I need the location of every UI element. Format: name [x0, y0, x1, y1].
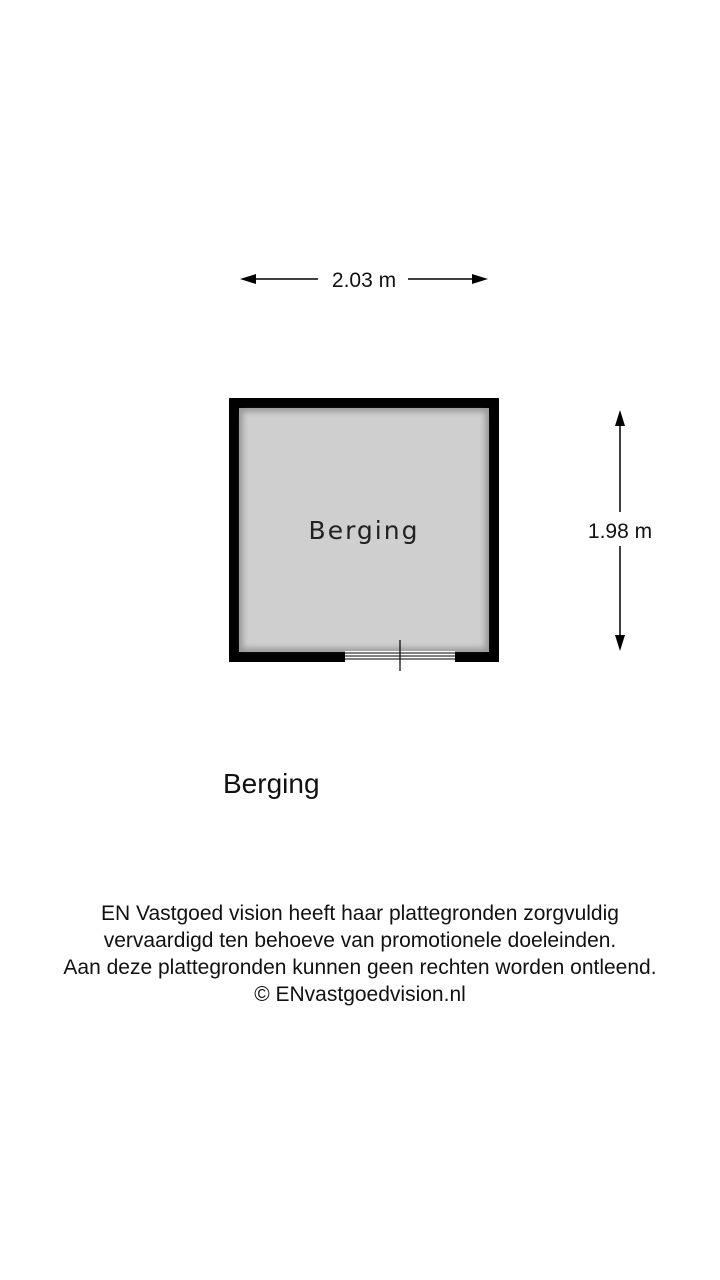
- disclaimer: [0, 900, 720, 1008]
- disclaimer-line-1: EN Vastgoed vision heeft haar plattegronden zorgvuldig: [101, 902, 619, 925]
- width-dimension: [240, 269, 488, 292]
- disclaimer-line-2: vervaardigd ten behoeve van promotionele doeleinden.: [103, 929, 617, 952]
- height-arrow-bottom-icon: [615, 635, 625, 651]
- width-arrow-right-icon: [472, 274, 488, 284]
- height-dimension-label: 1.98 m: [587, 520, 653, 543]
- room-berging: [229, 398, 499, 671]
- width-dimension-label: 2.03 m: [331, 269, 397, 292]
- floor-name: Berging: [223, 768, 320, 799]
- disclaimer-line-4: © ENvastgoedvision.nl: [254, 983, 466, 1006]
- height-arrow-top-icon: [615, 410, 625, 426]
- height-dimension: [588, 410, 652, 651]
- width-arrow-left-icon: [240, 274, 256, 284]
- room-label: Berging: [308, 516, 420, 545]
- disclaimer-line-3: Aan deze plattegronden kunnen geen rechten worden ontleend.: [63, 956, 657, 979]
